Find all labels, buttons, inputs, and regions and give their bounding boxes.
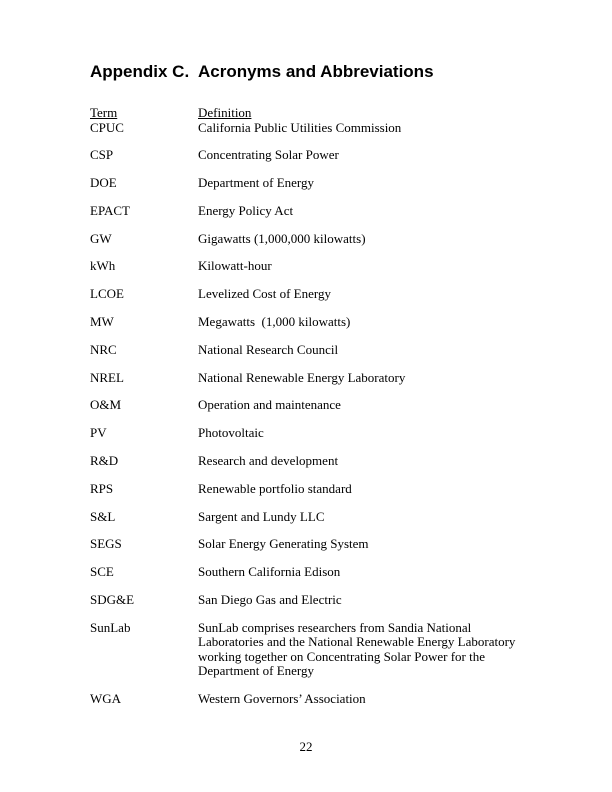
definition-cell: Concentrating Solar Power	[198, 147, 339, 163]
definition-cell: Renewable portfolio standard	[198, 480, 352, 496]
definition-cell: San Diego Gas and Electric	[198, 592, 342, 608]
term-cell: SEGS	[90, 536, 122, 552]
definition-cell: Energy Policy Act	[198, 202, 294, 218]
term-cell: NRC	[90, 341, 117, 357]
term-cell: DOE	[90, 175, 117, 191]
table-row	[90, 426, 530, 441]
definition-cell: Western Governors’ Association	[198, 691, 366, 707]
table-row	[90, 259, 530, 274]
term-cell: R&D	[90, 453, 119, 469]
term-cell: WGA	[90, 691, 122, 707]
page-title: Appendix C. Acronyms and Abbreviations	[90, 62, 434, 81]
table-row	[90, 121, 530, 136]
table-row	[90, 537, 530, 552]
term-cell: RPS	[90, 480, 114, 496]
term-cell: MW	[90, 314, 114, 330]
column-header-definition: Definition	[198, 105, 252, 120]
definition-cell: California Public Utilities Commission	[198, 119, 402, 135]
table-row	[90, 204, 530, 219]
table-row	[90, 287, 530, 302]
definition-cell: Research and development	[198, 453, 339, 469]
definition-cell: Solar Energy Generating System	[198, 536, 369, 552]
acronym-table	[90, 106, 530, 720]
term-cell: SDG&E	[90, 592, 135, 608]
term-cell: kWh	[90, 258, 116, 274]
definition-cell: Megawatts (1,000 kilowatts)	[198, 314, 351, 330]
table-row	[90, 315, 530, 330]
table-row	[90, 482, 530, 497]
table-row	[90, 692, 530, 707]
term-cell: SunLab	[90, 619, 131, 635]
definition-cell: Gigawatts (1,000,000 kilowatts)	[198, 230, 366, 246]
term-cell: S&L	[90, 508, 116, 524]
definition-cell: Southern California Edison	[198, 564, 341, 580]
definition-cell: Department of Energy	[198, 175, 314, 191]
definition-cell: Photovoltaic	[198, 425, 264, 441]
term-cell: NREL	[90, 369, 124, 385]
definition-cell: National Renewable Energy Laboratory	[198, 369, 406, 385]
page-number: 22	[299, 739, 313, 754]
definition-cell: National Research Council	[198, 341, 339, 357]
column-header-term: Term	[90, 105, 118, 120]
term-cell: CSP	[90, 147, 114, 163]
table-header-row	[90, 106, 530, 121]
table-row	[90, 343, 530, 358]
term-cell: GW	[90, 230, 112, 246]
definition-cell: Sargent and Lundy LLC	[198, 508, 325, 524]
table-row	[90, 148, 530, 163]
term-cell: CPUC	[90, 119, 124, 135]
definition-cell: Kilowatt-hour	[198, 258, 272, 274]
table-row	[90, 176, 530, 191]
definition-cell: Operation and maintenance	[198, 397, 341, 413]
term-cell: O&M	[90, 397, 122, 413]
table-row	[90, 565, 530, 580]
table-row	[90, 232, 530, 247]
definition-cell: SunLab comprises researchers from Sandia National Laboratories and the National Renewable Energy Laboratory working together on Concentrating Solar Power for the Department of Energy	[198, 619, 519, 679]
table-row	[90, 454, 530, 469]
table-row	[90, 621, 530, 679]
table-row	[90, 510, 530, 525]
table-row	[90, 398, 530, 413]
term-cell: LCOE	[90, 286, 124, 302]
term-cell: SCE	[90, 564, 114, 580]
table-row	[90, 371, 530, 386]
definition-cell: Levelized Cost of Energy	[198, 286, 331, 302]
term-cell: EPACT	[90, 202, 130, 218]
table-row	[90, 593, 530, 608]
term-cell: PV	[90, 425, 107, 441]
